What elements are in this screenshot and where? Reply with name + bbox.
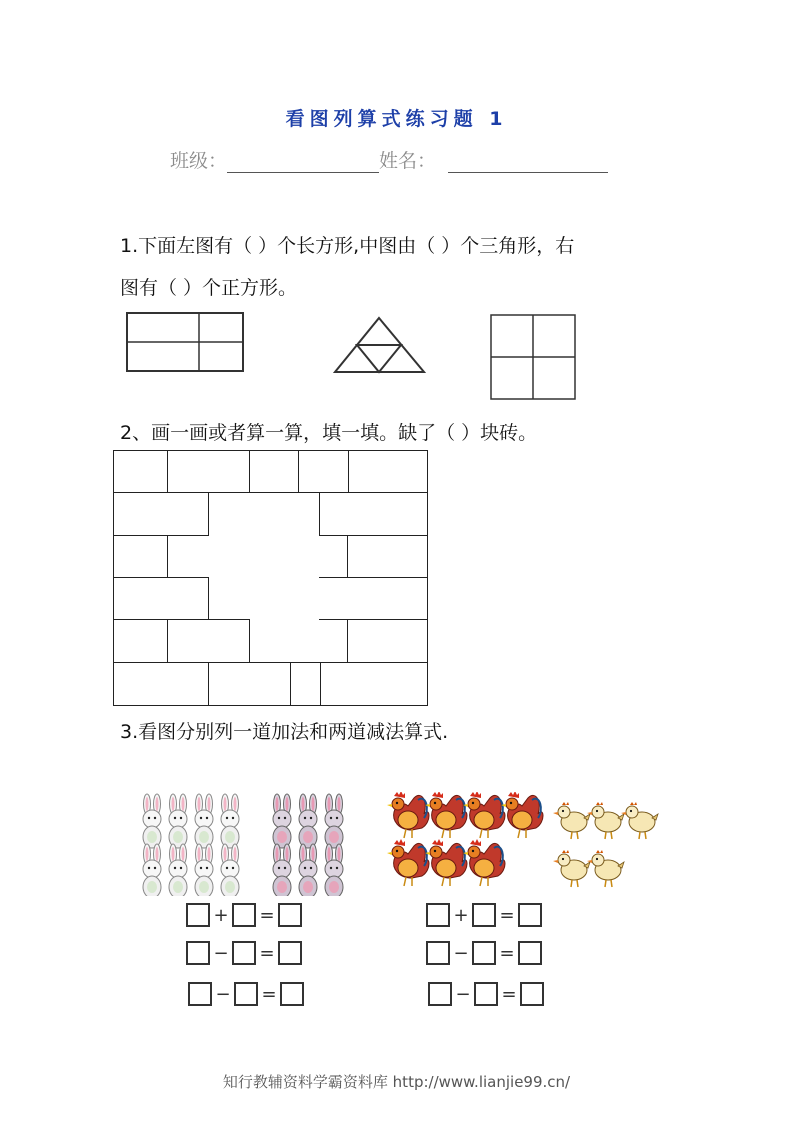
brick xyxy=(348,450,428,493)
answer-box[interactable] xyxy=(426,941,450,965)
brick xyxy=(319,492,428,536)
brick xyxy=(249,450,299,493)
equals-sign: = xyxy=(259,904,275,926)
q1-line2: 图有（ ）个正方形。 xyxy=(120,277,298,299)
minus-sign: − xyxy=(453,942,469,964)
right-subtraction-row-1 xyxy=(426,941,542,965)
answer-box[interactable] xyxy=(186,903,210,927)
answer-box[interactable] xyxy=(280,982,304,1006)
answer-box[interactable] xyxy=(278,941,302,965)
minus-sign: − xyxy=(213,942,229,964)
brick xyxy=(290,662,321,706)
name-label: 姓名： xyxy=(379,150,437,172)
rabbit-picture xyxy=(134,792,354,896)
square-figure xyxy=(489,313,577,401)
equals-sign: = xyxy=(261,983,277,1005)
brick xyxy=(347,535,428,578)
right-addition-row xyxy=(426,903,542,927)
class-name-line xyxy=(170,146,608,173)
brick xyxy=(113,450,168,493)
minus-sign: − xyxy=(215,983,231,1005)
brick xyxy=(113,577,209,620)
equals-sign: = xyxy=(499,904,515,926)
brick xyxy=(319,577,428,620)
q2-text: 2、画一画或者算一算，填一填。缺了（ ）块砖。 xyxy=(120,422,538,444)
answer-box[interactable] xyxy=(232,941,256,965)
right-subtraction-row-2 xyxy=(428,982,544,1006)
brick xyxy=(208,662,291,706)
brick xyxy=(320,662,428,706)
brick xyxy=(113,535,168,578)
answer-box[interactable] xyxy=(428,982,452,1006)
brick-divider xyxy=(208,577,209,620)
brick xyxy=(113,492,209,536)
plus-sign: + xyxy=(453,904,469,926)
brick-wall xyxy=(113,450,428,706)
equals-sign: = xyxy=(499,942,515,964)
answer-box[interactable] xyxy=(426,903,450,927)
q1-line1: 1.下面左图有（ ）个长方形,中图由（ ）个三角形，右 xyxy=(120,235,575,257)
brick xyxy=(113,619,168,663)
answer-box[interactable] xyxy=(234,982,258,1006)
brick xyxy=(167,619,250,663)
left-addition-row xyxy=(186,903,302,927)
answer-box[interactable] xyxy=(278,903,302,927)
footer-source: 知行教辅资料学霸资料库 http://www.lianjie99.cn/ xyxy=(222,1073,571,1091)
page-title: 看图列算式练习题 1 xyxy=(285,108,508,130)
left-subtraction-row-2 xyxy=(188,982,304,1006)
name-blank[interactable] xyxy=(448,150,608,173)
rectangle-figure xyxy=(124,310,248,376)
class-label: 班级： xyxy=(170,150,228,172)
brick xyxy=(167,450,250,493)
answer-box[interactable] xyxy=(188,982,212,1006)
answer-box[interactable] xyxy=(474,982,498,1006)
brick xyxy=(347,619,428,663)
answer-box[interactable] xyxy=(472,903,496,927)
brick xyxy=(113,662,209,706)
equals-sign: = xyxy=(259,942,275,964)
minus-sign: − xyxy=(455,983,471,1005)
equals-sign: = xyxy=(501,983,517,1005)
answer-box[interactable] xyxy=(518,903,542,927)
left-subtraction-row-1 xyxy=(186,941,302,965)
plus-sign: + xyxy=(213,904,229,926)
answer-box[interactable] xyxy=(472,941,496,965)
triangle-figure xyxy=(332,314,428,376)
class-blank[interactable] xyxy=(227,150,379,173)
answer-box[interactable] xyxy=(518,941,542,965)
answer-box[interactable] xyxy=(232,903,256,927)
answer-box[interactable] xyxy=(186,941,210,965)
q3-text: 3.看图分别列一道加法和两道减法算式. xyxy=(120,721,449,743)
answer-box[interactable] xyxy=(520,982,544,1006)
brick xyxy=(298,450,349,493)
chicken-picture xyxy=(384,792,660,896)
